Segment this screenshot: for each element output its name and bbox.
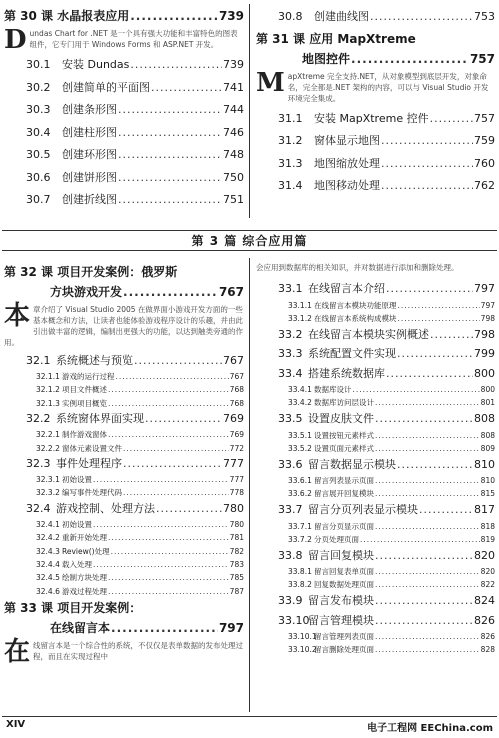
- toc-subsection[interactable]: [4, 473, 244, 486]
- toc-title: 留言分页显示页面: [314, 521, 374, 531]
- toc-title: 创建柱形图: [62, 125, 117, 139]
- toc-subsection[interactable]: [256, 565, 495, 578]
- toc-number: 33.10.1: [288, 632, 317, 641]
- dot-leader: [108, 428, 229, 441]
- dot-leader: [397, 344, 473, 364]
- dot-leader: [108, 571, 229, 584]
- toc-number: 30.1: [26, 58, 51, 71]
- dot-leader: [398, 299, 480, 312]
- toc-number: 31.4: [278, 179, 303, 192]
- toc-item[interactable]: [256, 130, 495, 153]
- toc-subsection[interactable]: [256, 442, 495, 455]
- dot-leader: [93, 518, 229, 531]
- dot-leader: [430, 325, 473, 345]
- toc-page-number: 744: [223, 103, 244, 116]
- toc-number: 33.5: [278, 412, 303, 425]
- toc-number: 33.4.1: [288, 385, 312, 394]
- toc-page-number: 760: [474, 156, 495, 170]
- toc-number: 33.10: [278, 613, 310, 627]
- lesson-32-heading-cont[interactable]: 方块游戏开发 ..... 767: [4, 282, 244, 302]
- toc-title: 在线留言本模块功能原理: [314, 300, 397, 310]
- part-divider-bottom: [2, 250, 497, 251]
- toc-title: 设置皮肤文件: [308, 412, 374, 425]
- toc-item[interactable]: [4, 144, 244, 167]
- dot-leader: [360, 533, 480, 546]
- toc-title: 留言数据显示模块: [308, 457, 396, 471]
- toc-item[interactable]: [4, 54, 244, 77]
- toc-number: 33.1.1: [288, 300, 312, 310]
- toc-title: 初始设置: [62, 519, 92, 529]
- toc-subsection[interactable]: [4, 545, 244, 558]
- toc-section[interactable]: [4, 352, 244, 370]
- toc-subsection[interactable]: [4, 383, 244, 396]
- dot-leader: [386, 279, 473, 299]
- toc-section[interactable]: [256, 591, 495, 611]
- toc-title: 载入处理: [62, 560, 92, 570]
- toc-number: 32.4.3: [36, 546, 60, 556]
- toc-section[interactable]: [256, 364, 495, 384]
- toc-title: 创建饼形图: [62, 170, 117, 184]
- toc-number: 30.3: [26, 103, 51, 116]
- toc-title: 在线留言本模块实例概述: [308, 327, 429, 341]
- toc-title: 初始设置: [62, 475, 92, 485]
- toc-number: 33.3: [278, 347, 303, 360]
- drop-cap: 本: [4, 301, 31, 331]
- toc-number: 32.2.2: [36, 443, 60, 453]
- toc-page-number: 769: [223, 412, 244, 426]
- left-top-column: [4, 6, 244, 212]
- toc-number: 32.4: [26, 501, 51, 515]
- dot-leader: [375, 578, 480, 591]
- toc-title: 回复数据处理页面: [314, 580, 374, 589]
- toc-page-number: 808: [474, 412, 495, 425]
- part-divider-top: [2, 230, 497, 231]
- toc-page-number: 769: [229, 430, 244, 440]
- dot-leader: [108, 383, 229, 396]
- toc-section[interactable]: [256, 409, 495, 429]
- toc-title: 制作游戏窗体: [62, 430, 107, 440]
- toc-subsection[interactable]: [256, 643, 495, 656]
- toc-page-number: 762: [474, 179, 495, 192]
- toc-subsection[interactable]: [4, 558, 244, 571]
- toc-number: 32.1.1: [36, 372, 60, 381]
- lesson-30-intro: Dundas Chart for .NET 是一个具有强大功能和丰富特色的图表组件，它专门用于 Windows Forms 和 ASP.NET 开发。: [4, 25, 238, 55]
- toc-page-number: 810: [474, 457, 495, 471]
- toc-subsection[interactable]: [256, 630, 495, 643]
- dot-leader: [93, 473, 229, 486]
- dot-leader: [118, 122, 222, 145]
- dot-leader: [118, 189, 222, 212]
- toc-number: 33.10.2: [288, 645, 317, 654]
- toc-item[interactable]: [4, 189, 244, 212]
- column-divider-bottom: [249, 258, 250, 712]
- toc-page-number: 824: [474, 594, 495, 607]
- toc-title: 留言管理列表页面: [314, 632, 374, 641]
- toc-title: 安装 MapXtreme 控件: [314, 111, 429, 125]
- dot-leader: [130, 54, 222, 77]
- toc-subsection[interactable]: [4, 531, 244, 544]
- toc-title: 设置页面元素样式: [314, 443, 374, 453]
- dot-leader: [375, 474, 480, 487]
- lesson-33-heading-cont[interactable]: 在线留言本 ..... 797: [4, 618, 244, 638]
- toc-number: 32.2: [26, 412, 51, 426]
- toc-title: 地图移动处理: [314, 179, 380, 192]
- toc-number: 33.4: [278, 366, 303, 380]
- toc-page-number: 826: [474, 613, 495, 627]
- toc-section[interactable]: [256, 546, 495, 566]
- toc-page-number: 741: [223, 80, 244, 94]
- toc-number: 31.1: [278, 111, 303, 125]
- toc-page-number: 759: [474, 134, 495, 147]
- toc-page-number: 820: [474, 548, 495, 562]
- dot-leader: [108, 531, 229, 544]
- dot-leader: [375, 520, 480, 533]
- toc-page-number: 782: [229, 546, 244, 556]
- toc-page-number: 767: [223, 354, 244, 367]
- toc-number: 30.5: [26, 148, 51, 161]
- toc-section[interactable]: [256, 344, 495, 364]
- dot-leader: [375, 565, 480, 578]
- toc-title: 地图缩放处理: [314, 156, 380, 170]
- dot-leader: [375, 630, 480, 643]
- toc-number: 32.3.1: [36, 475, 60, 485]
- toc-page-number: 819: [480, 534, 495, 544]
- toc-page-number: 781: [229, 533, 244, 543]
- toc-number: 33.8: [278, 548, 303, 562]
- toc-number: 32.4.5: [36, 573, 60, 583]
- toc-section[interactable]: [4, 455, 244, 473]
- toc-subsection[interactable]: [256, 474, 495, 487]
- toc-number: 32.4.6: [36, 586, 60, 596]
- dot-leader: [108, 397, 229, 410]
- dot-leader: [386, 364, 473, 384]
- toc-page-number: 746: [223, 125, 244, 139]
- toc-subsection[interactable]: [256, 578, 495, 591]
- lesson-31-intro: MapXtreme 完全支持.NET，从对象模型到底层开发，对象命名，完全都是.NET 架构的内容，可以与 Visual Studio 开发环境完全集成。: [256, 67, 489, 103]
- toc-section[interactable]: [4, 500, 244, 518]
- toc-number: 33.1: [278, 282, 303, 295]
- toc-number: 33.4.2: [288, 398, 312, 407]
- toc-title: 绘制方块处理: [62, 573, 107, 583]
- lesson-31-items: [256, 108, 495, 198]
- toc-page-number: 798: [474, 327, 495, 341]
- dot-leader: [375, 591, 473, 611]
- dot-leader: [123, 486, 229, 499]
- toc-subsection[interactable]: [4, 486, 244, 499]
- toc-number: 33.6.1: [288, 476, 312, 485]
- toc-item[interactable]: [4, 122, 244, 145]
- toc-page-number: 750: [223, 170, 244, 184]
- lesson-32-intro: 本章介绍了 Visual Studio 2005 在做界面小游戏开发方面的一些基本概念和方法，让读者也能体验游戏程序设计的乐趣，并由此引出做丰富的逻辑，编制出更强大的功能，以达到触类旁通的作用。: [4, 301, 244, 347]
- toc-subsection[interactable]: [256, 429, 495, 442]
- toc-item[interactable]: [256, 108, 495, 131]
- toc-page-number: 828: [480, 645, 495, 654]
- toc-title: 事件处理程序: [56, 457, 122, 471]
- toc-number: 32.3: [26, 457, 51, 471]
- column-divider-top: [249, 4, 250, 218]
- toc-number: 31.2: [278, 134, 303, 147]
- toc-title: 数据库访问层设计: [314, 398, 374, 407]
- toc-subsection[interactable]: [4, 397, 244, 410]
- toc-title: 留言删除处理页面: [314, 645, 374, 654]
- toc-number: 33.9: [278, 594, 303, 607]
- toc-number: 33.8.2: [288, 580, 312, 589]
- toc-page-number: 748: [223, 148, 244, 161]
- toc-page-number: 780: [229, 519, 244, 529]
- toc-subsection[interactable]: [256, 299, 495, 312]
- toc-item[interactable]: [256, 175, 495, 198]
- toc-title: 实例项目概览: [62, 398, 107, 408]
- toc-number: 32.1.2: [36, 385, 60, 395]
- toc-subsection[interactable]: [4, 571, 244, 584]
- lesson-31-heading-cont[interactable]: 地图控件 ..... 757: [256, 49, 495, 69]
- toc-item[interactable]: [4, 99, 244, 122]
- toc-number: 30.7: [26, 193, 51, 206]
- toc-title: 系统概述与预览: [56, 354, 133, 367]
- toc-title: 安装 Dundas: [62, 58, 130, 71]
- lesson-32-sections: [4, 352, 244, 598]
- dot-leader: [375, 487, 480, 500]
- lesson-33-intro-continued: 会应用到数据库的相关知识，并对数据进行添加和删除处理。: [256, 263, 459, 272]
- toc-page-number: 800: [474, 366, 495, 380]
- drop-cap: 在: [4, 637, 31, 668]
- toc-number: 33.7: [278, 503, 303, 516]
- toc-item-30-8[interactable]: 30.8 创建曲线图 ..... 753: [256, 6, 495, 29]
- toc-page-number: 808: [480, 430, 495, 440]
- toc-title: 留言展开回复模块: [314, 489, 374, 498]
- dot-leader: [353, 383, 480, 396]
- page-number: XIV: [6, 719, 26, 730]
- toc-page-number: 815: [480, 489, 495, 498]
- toc-title: Review()处理: [62, 546, 110, 556]
- toc-number: 32.4.1: [36, 519, 60, 529]
- toc-number: 32.3.2: [36, 488, 60, 498]
- toc-page-number: 768: [229, 385, 244, 395]
- dot-leader: [118, 99, 222, 122]
- toc-title: 游戏控制、处理方法: [56, 501, 155, 515]
- toc-page-number: 809: [480, 443, 495, 453]
- watermark: 电子工程网 EEChina.com: [367, 723, 493, 734]
- toc-subsection[interactable]: [256, 396, 495, 409]
- toc-page-number: 785: [229, 573, 244, 583]
- lesson-30-heading[interactable]: 第 30 课 水晶报表应用 ..... 739: [4, 6, 244, 26]
- dot-leader: [123, 455, 222, 473]
- dot-leader: [398, 312, 480, 325]
- dot-leader: [108, 585, 229, 598]
- toc-subsection[interactable]: [4, 370, 244, 383]
- toc-title: 窗体显示地图: [314, 134, 380, 147]
- toc-title: 系统配置文件实现: [308, 347, 396, 360]
- toc-subsection[interactable]: [256, 533, 495, 546]
- footer-divider: [2, 716, 497, 717]
- toc-page-number: 797: [474, 282, 495, 295]
- dot-leader: [397, 455, 473, 475]
- toc-title: 数据库设计: [314, 385, 352, 394]
- lesson-31-heading[interactable]: 第 31 课 应用 MapXtreme: [256, 31, 416, 46]
- toc-page-number: 818: [480, 521, 495, 531]
- dot-leader: [116, 370, 229, 383]
- toc-number: 33.5.1: [288, 430, 312, 440]
- lesson-33-heading[interactable]: 第 33 课 项目开发案例：: [4, 601, 142, 616]
- toc-item[interactable]: [4, 167, 244, 190]
- toc-page-number: 780: [223, 501, 244, 515]
- dot-leader: [419, 500, 473, 520]
- toc-number: 33.8.1: [288, 567, 312, 576]
- toc-title: 在线留言本系统构成模块: [314, 313, 397, 323]
- toc-page-number: 768: [229, 398, 244, 408]
- lesson-33-intro: 在线留言本是一个综合性的系统，不仅仅是表单数据的发布处理过程，而且在实现过程中: [4, 637, 244, 668]
- toc-page-number: 798: [480, 313, 495, 323]
- toc-page-number: 739: [223, 58, 244, 71]
- toc-title: 留言分页列表显示模块: [308, 503, 418, 516]
- toc-number: 33.2: [278, 327, 303, 341]
- toc-section[interactable]: [256, 325, 495, 345]
- toc-subsection[interactable]: [4, 428, 244, 441]
- toc-page-number: 797: [480, 300, 495, 310]
- toc-section[interactable]: [256, 611, 495, 631]
- toc-subsection[interactable]: [256, 383, 495, 396]
- toc-number: 31.3: [278, 156, 303, 170]
- toc-number: 33.1.2: [288, 313, 312, 323]
- dot-leader: [375, 429, 480, 442]
- dot-leader: [156, 500, 222, 518]
- toc-section[interactable]: [256, 500, 495, 520]
- toc-number: 32.1.3: [36, 398, 60, 408]
- toc-page-number: 757: [474, 111, 495, 125]
- dot-leader: [381, 175, 473, 198]
- toc-page-number: 767: [229, 372, 244, 381]
- toc-title: 创建条形图: [62, 103, 117, 116]
- toc-number: 33.7.1: [288, 521, 312, 531]
- toc-subsection[interactable]: [4, 442, 244, 455]
- toc-title: 设置按钮元素样式: [314, 430, 374, 440]
- dot-leader: [118, 167, 222, 190]
- lesson-32-heading[interactable]: 第 32 课 项目开发案例：俄罗斯: [4, 265, 178, 279]
- toc-page-number: 751: [223, 193, 244, 206]
- toc-subsection[interactable]: [4, 518, 244, 531]
- toc-page-number: 787: [229, 586, 244, 596]
- toc-section[interactable]: [256, 279, 495, 299]
- toc-title: 重新开始处理: [62, 533, 107, 543]
- toc-page-number: 799: [474, 347, 495, 360]
- toc-title: 留言发布模块: [308, 594, 374, 607]
- dot-leader: [375, 546, 473, 566]
- toc-title: 创建简单的平面图: [62, 80, 150, 94]
- toc-subsection[interactable]: [256, 312, 495, 325]
- toc-section[interactable]: [256, 455, 495, 475]
- dot-leader: [93, 558, 229, 571]
- toc-section[interactable]: [4, 410, 244, 428]
- toc-page-number: 772: [229, 443, 244, 453]
- toc-title: 创建环形图: [62, 148, 117, 161]
- dot-leader: [375, 643, 480, 656]
- left-bottom-column: [4, 262, 244, 666]
- lesson-33-sections: [256, 279, 495, 656]
- toc-number: 30.2: [26, 80, 51, 94]
- toc-page-number: 778: [229, 488, 244, 498]
- toc-number: 32.2.1: [36, 430, 60, 440]
- right-top-column: [256, 6, 495, 198]
- toc-number: 33.5.2: [288, 443, 312, 453]
- dot-leader: [375, 611, 473, 631]
- toc-number: 33.7.2: [288, 534, 312, 544]
- toc-subsection[interactable]: [256, 520, 495, 533]
- toc-title: 游戏过程处理: [62, 586, 107, 596]
- toc-item[interactable]: [256, 153, 495, 176]
- toc-number: 32.4.4: [36, 560, 60, 570]
- toc-page-number: 822: [480, 580, 495, 589]
- toc-title: 创建折线图: [62, 193, 117, 206]
- dot-leader: [145, 410, 222, 428]
- toc-title: 在线留言本介绍: [308, 282, 385, 295]
- dot-leader: [375, 409, 473, 429]
- toc-page-number: 826: [480, 632, 495, 641]
- toc-page-number: 801: [480, 398, 495, 407]
- toc-page-number: 777: [223, 457, 244, 471]
- toc-subsection[interactable]: [256, 487, 495, 500]
- toc-number: 30.4: [26, 125, 51, 139]
- toc-page-number: 800: [480, 385, 495, 394]
- dot-leader: [151, 77, 222, 100]
- toc-title: 搭建系统数据库: [308, 366, 385, 380]
- toc-page-number: 783: [229, 560, 244, 570]
- dot-leader: [375, 396, 480, 409]
- part-title: 第 3 篇 综合应用篇: [191, 234, 308, 248]
- dot-leader: [118, 144, 222, 167]
- toc-title: 留言列表显示页面: [314, 476, 374, 485]
- toc-title: 留言回复表单页面: [314, 567, 374, 576]
- lesson-30-items: [4, 54, 244, 212]
- toc-title: 窗体元素设置文件: [62, 443, 122, 453]
- dot-leader: [381, 130, 473, 153]
- toc-title: 留言管理模块: [308, 613, 374, 627]
- toc-page-number: 817: [474, 503, 495, 516]
- drop-cap: D: [4, 25, 27, 55]
- dot-leader: [134, 352, 222, 370]
- dot-leader: [381, 153, 473, 176]
- toc-page-number: 777: [229, 475, 244, 485]
- toc-number: 33.6.2: [288, 489, 312, 498]
- dot-leader: [430, 108, 473, 131]
- toc-title: 游戏的运行过程: [62, 372, 115, 381]
- dot-leader: [123, 442, 229, 455]
- toc-number: 30.6: [26, 170, 51, 184]
- toc-title: 留言回复模块: [308, 548, 374, 562]
- toc-title: 编写事件处理代码: [62, 488, 122, 498]
- toc-number: 32.4.2: [36, 533, 60, 543]
- toc-number: 33.6: [278, 457, 303, 471]
- toc-title: 项目文件概述: [62, 385, 107, 395]
- toc-subsection[interactable]: [4, 585, 244, 598]
- right-bottom-column: [256, 262, 495, 656]
- drop-cap: M: [256, 67, 285, 98]
- toc-number: 32.1: [26, 354, 51, 367]
- toc-title: 系统窗体界面实现: [56, 412, 144, 426]
- dot-leader: [375, 442, 480, 455]
- dot-leader: [111, 545, 229, 558]
- toc-page-number: 820: [480, 567, 495, 576]
- toc-page-number: 810: [480, 476, 495, 485]
- toc-title: 分页处理页面: [314, 534, 359, 544]
- toc-item[interactable]: [4, 77, 244, 100]
